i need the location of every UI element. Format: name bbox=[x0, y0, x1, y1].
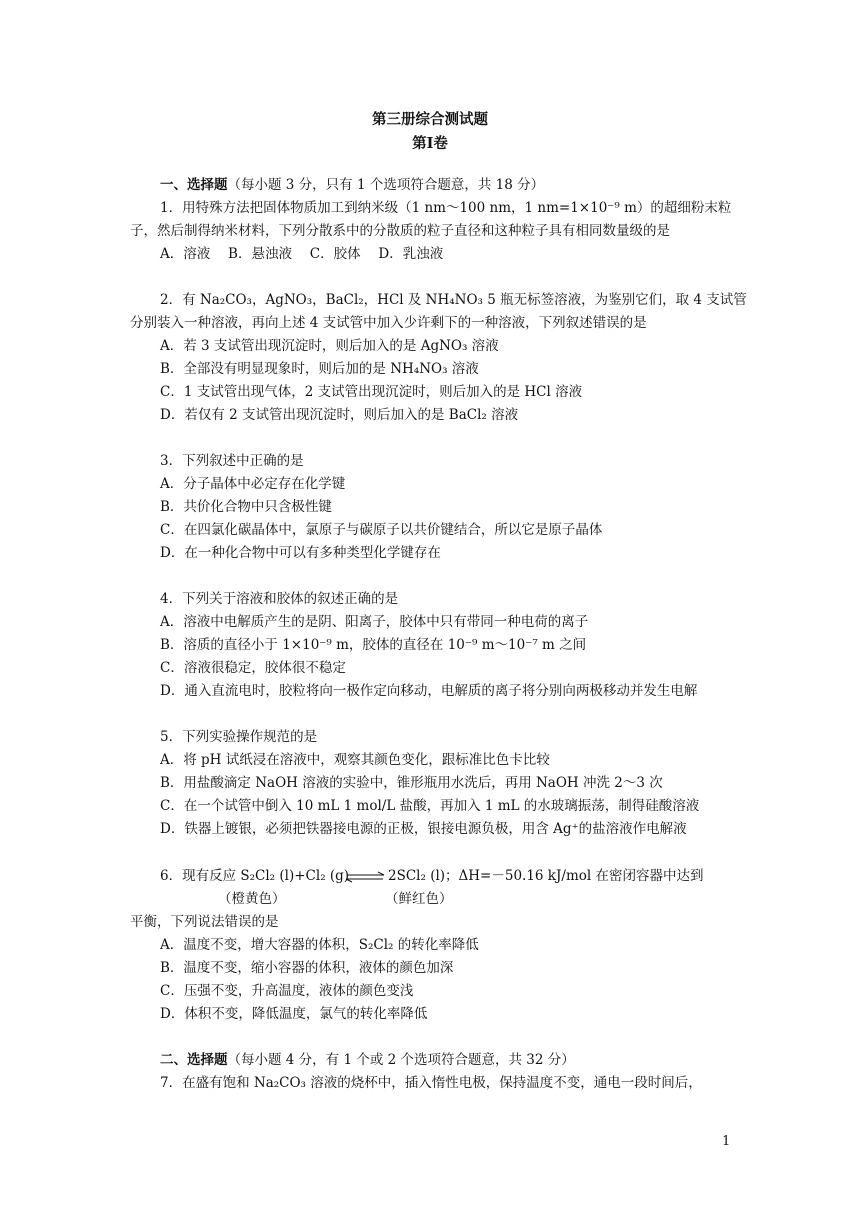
section-2-header bbox=[160, 1051, 575, 1069]
q4-option-c: C．溶液很稳定，胶体很不稳定 bbox=[160, 660, 346, 676]
q3-option-c: C．在四氯化碳晶体中，氯原子与碳原子以共价键结合，所以它是原子晶体 bbox=[160, 522, 603, 538]
page-number: 1 bbox=[722, 1134, 731, 1149]
q6-color-reactant: （橙黄色） bbox=[218, 891, 286, 907]
q3-option-a: A．分子晶体中必定存在化学键 bbox=[160, 476, 346, 492]
document-title: 第三册综合测试题 bbox=[372, 111, 488, 128]
q5-option-b: B．用盐酸滴定 NaOH 溶液的实验中，锥形瓶用水洗后，再用 NaOH 冲洗 2～3 次 bbox=[160, 775, 663, 791]
q1-line-2: 子，然后制得纳米材料，下列分散系中的分散质的粒子直径和这种粒子具有相同数量级的是 bbox=[130, 223, 670, 239]
q3-option-d: D．在一种化合物中可以有多种类型化学键存在 bbox=[160, 545, 441, 561]
section-2-note: （每小题 4 分，有 1 个或 2 个选项符合题意，共 32 分） bbox=[227, 1052, 575, 1068]
q6-option-a: A．温度不变，增大容器的体积，S₂Cl₂ 的转化率降低 bbox=[160, 937, 479, 953]
section-1-heading: 一、选择题 bbox=[160, 177, 228, 193]
q2-option-d: D．若仅有 2 支试管出现沉淀时，则后加入的是 BaCl₂ 溶液 bbox=[160, 407, 519, 423]
volume-label: 第Ⅰ卷 bbox=[412, 135, 448, 152]
q7-line-1: 7．在盛有饱和 Na₂CO₃ 溶液的烧杯中，插入惰性电极，保持温度不变，通电一段时间后， bbox=[160, 1075, 702, 1091]
q2-line-1: 2．有 Na₂CO₃，AgNO₃，BaCl₂，HCl 及 NH₄NO₃ 5 瓶无标签溶液，为鉴别它们，取 4 支试管 bbox=[160, 292, 747, 308]
q6-equation-rhs: 2SCl₂ (l)；ΔH=－50.16 kJ/mol 在密闭容器中达到 bbox=[388, 868, 704, 884]
q5-option-d: D．铁器上镀银，必须把铁器接电源的正极，银接电源负极，用含 Ag⁺的盐溶液作电解液 bbox=[160, 821, 687, 837]
q5-option-c: C．在一个试管中倒入 10 mL 1 mol/L 盐酸，再加入 1 mL 的水玻璃振荡，制得硅酸溶液 bbox=[160, 798, 700, 814]
q4-option-b: B．溶质的直径小于 1×10⁻⁹ m，胶体的直径在 10⁻⁹ m～10⁻⁷ m 之间 bbox=[160, 637, 587, 653]
q5-option-a: A．将 pH 试纸浸在溶液中，观察其颜色变化，跟标准比色卡比较 bbox=[160, 752, 550, 768]
q1-line-1: 1．用特殊方法把固体物质加工到纳米级（1 nm～100 nm，1 nm=1×10⁻⁹ m）的超细粉末粒 bbox=[160, 200, 732, 216]
q4-stem: 4．下列关于溶液和胶体的叙述正确的是 bbox=[160, 591, 399, 607]
equilibrium-arrow-icon bbox=[344, 871, 386, 883]
q2-option-c: C．1 支试管出现气体，2 支试管出现沉淀时，则后加入的是 HCl 溶液 bbox=[160, 384, 583, 400]
q1-options: A．溶液 B．悬浊液 C．胶体 D．乳浊液 bbox=[160, 246, 444, 262]
q6-equation-lhs: 6．现有反应 S₂Cl₂ (l)+Cl₂ (g) bbox=[160, 868, 350, 884]
section-1-header bbox=[160, 176, 544, 194]
q5-stem: 5．下列实验操作规范的是 bbox=[160, 729, 318, 745]
q3-stem: 3．下列叙述中正确的是 bbox=[160, 453, 304, 469]
q3-option-b: B．共价化合物中只含极性键 bbox=[160, 499, 332, 515]
q6-color-product: （鲜红色） bbox=[385, 891, 453, 907]
q2-line-2: 分别装入一种溶液，再向上述 4 支试管中加入少许剩下的一种溶液，下列叙述错误的是 bbox=[130, 315, 647, 331]
q2-option-a: A．若 3 支试管出现沉淀时，则后加入的是 AgNO₃ 溶液 bbox=[160, 338, 499, 354]
q4-option-d: D．通入直流电时，胶粒将向一极作定向移动，电解质的离子将分别向两极移动并发生电解 bbox=[160, 683, 698, 699]
q6-option-b: B．温度不变，缩小容器的体积，液体的颜色加深 bbox=[160, 960, 454, 976]
q6-option-d: D．体积不变，降低温度，氯气的转化率降低 bbox=[160, 1006, 428, 1022]
q6-line-2: 平衡，下列说法错误的是 bbox=[130, 914, 279, 930]
q2-option-b: B．全部没有明显现象时，则后加的是 NH₄NO₃ 溶液 bbox=[160, 361, 479, 377]
section-1-note: （每小题 3 分，只有 1 个选项符合题意，共 18 分） bbox=[227, 177, 545, 193]
q4-option-a: A．溶液中电解质产生的是阴、阳离子，胶体中只有带同一种电荷的离子 bbox=[160, 614, 589, 630]
section-2-heading: 二、选择题 bbox=[160, 1052, 228, 1068]
q6-option-c: C．压强不变，升高温度，液体的颜色变浅 bbox=[160, 983, 414, 999]
